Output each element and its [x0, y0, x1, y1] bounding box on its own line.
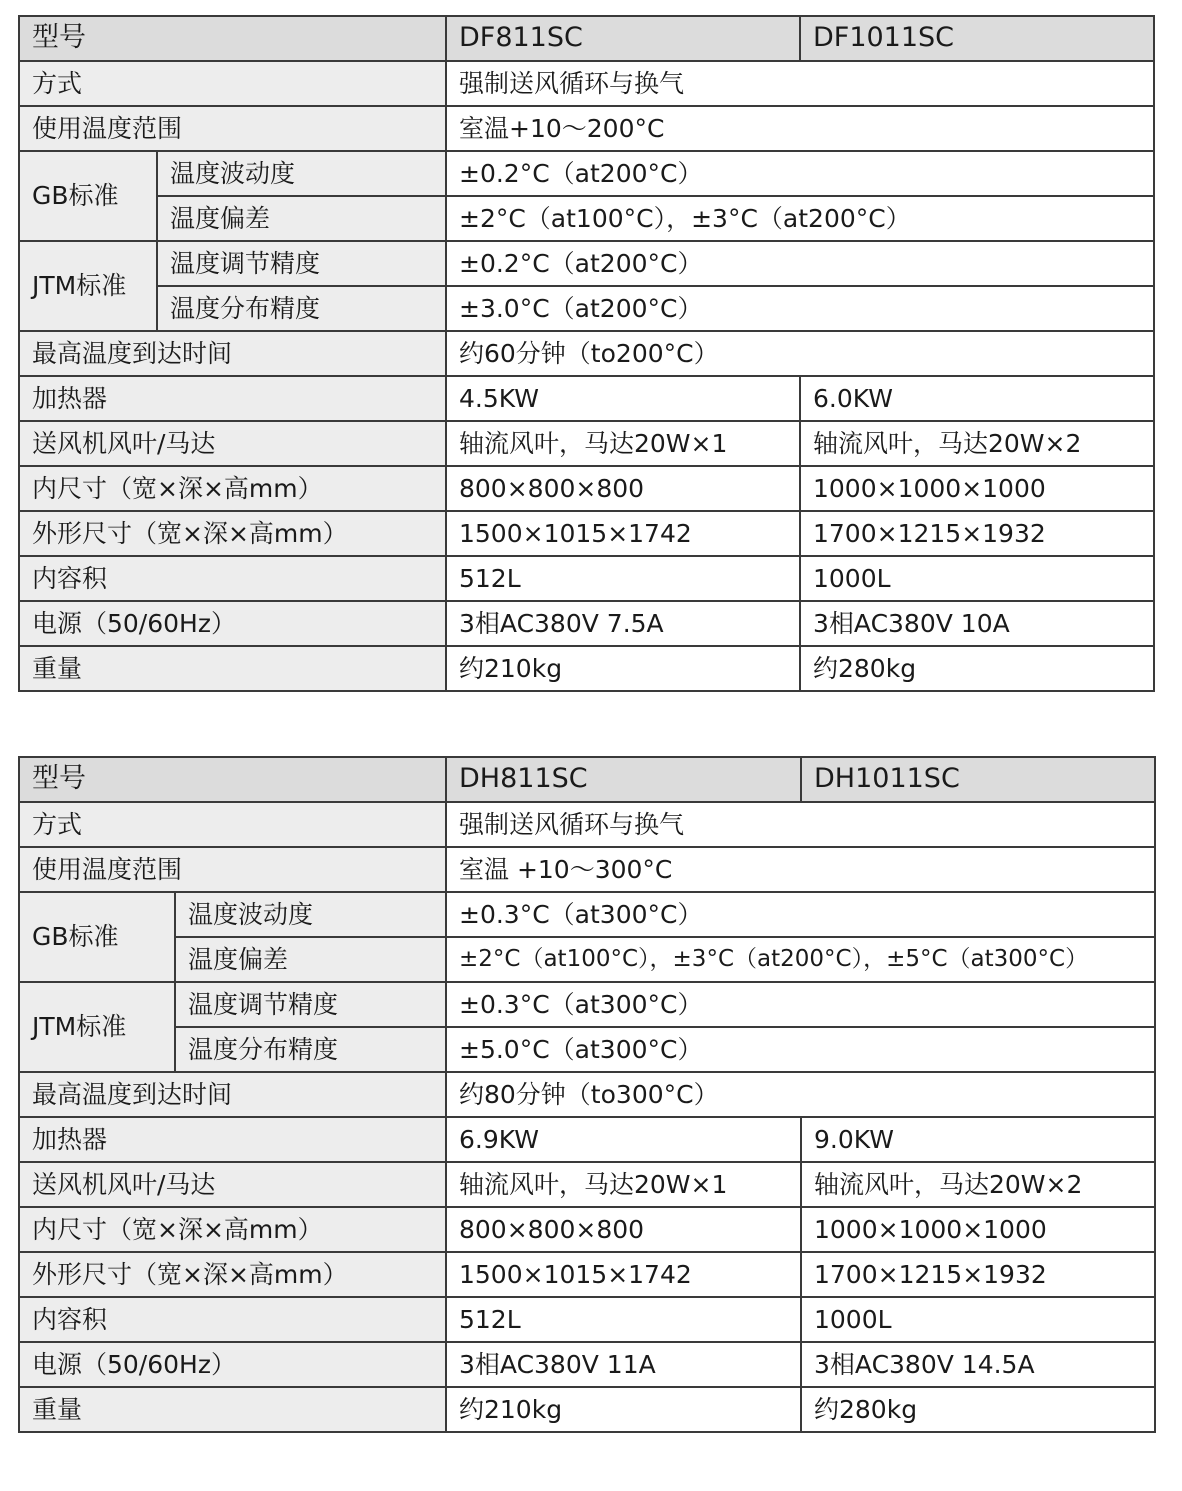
table-row	[19, 16, 1154, 61]
table-row	[19, 466, 1154, 511]
row-value: 4.5KW	[446, 376, 800, 421]
row-label: 内尺寸（宽×深×高mm）	[19, 466, 446, 511]
row-value: 约210kg	[446, 646, 800, 691]
table-row	[19, 646, 1154, 691]
table-row	[19, 1027, 1155, 1072]
row-value: 室温 +10～300°C	[446, 847, 1155, 892]
row-value: 6.9KW	[446, 1117, 801, 1162]
row-value: 1500×1015×1742	[446, 1252, 801, 1297]
table-row	[19, 937, 1155, 982]
row-value: ±3.0°C（at200°C）	[446, 286, 1154, 331]
row-label: 外形尺寸（宽×深×高mm）	[19, 1252, 446, 1297]
table-row	[19, 982, 1155, 1027]
row-value: 9.0KW	[801, 1117, 1155, 1162]
row-value: 3相AC380V 14.5A	[801, 1342, 1155, 1387]
model-name: DH1011SC	[801, 757, 1155, 802]
row-label: 送风机风叶/马达	[19, 1162, 446, 1207]
row-value: 1000×1000×1000	[800, 466, 1154, 511]
row-label: 最高温度到达时间	[19, 1072, 446, 1117]
row-value: ±0.3°C（at300°C）	[446, 892, 1155, 937]
model-name: DF1011SC	[800, 16, 1154, 61]
table-row	[19, 151, 1154, 196]
row-value: 1000×1000×1000	[801, 1207, 1155, 1252]
group-label: GB标准	[19, 892, 175, 982]
table-row	[19, 61, 1154, 106]
table-row	[19, 241, 1154, 286]
sub-label: 温度偏差	[175, 937, 446, 982]
row-value: 1500×1015×1742	[446, 511, 800, 556]
row-value: 强制送风循环与换气	[446, 802, 1155, 847]
spec-table-dh	[18, 756, 1156, 1433]
table-row	[19, 106, 1154, 151]
row-value: 6.0KW	[800, 376, 1154, 421]
row-label: 重量	[19, 646, 446, 691]
sub-label: 温度偏差	[157, 196, 446, 241]
row-label: 方式	[19, 61, 446, 106]
table-row	[19, 331, 1154, 376]
row-label: 电源（50/60Hz）	[19, 601, 446, 646]
table-row	[19, 421, 1154, 466]
sub-label: 温度波动度	[175, 892, 446, 937]
row-value: ±5.0°C（at300°C）	[446, 1027, 1155, 1072]
table-row	[19, 1117, 1155, 1162]
row-value: 约280kg	[801, 1387, 1155, 1432]
row-value: ±0.2°C（at200°C）	[446, 151, 1154, 196]
model-name: DF811SC	[446, 16, 800, 61]
row-value: 强制送风循环与换气	[446, 61, 1154, 106]
table-row	[19, 757, 1155, 802]
table-row	[19, 556, 1154, 601]
row-value: 1700×1215×1932	[800, 511, 1154, 556]
sub-label: 温度分布精度	[175, 1027, 446, 1072]
model-label: 型号	[19, 757, 446, 802]
table-row	[19, 1072, 1155, 1117]
table-row	[19, 1387, 1155, 1432]
sub-label: 温度分布精度	[157, 286, 446, 331]
row-value: 1000L	[801, 1297, 1155, 1342]
row-value: 约210kg	[446, 1387, 801, 1432]
table-row	[19, 601, 1154, 646]
row-value: 512L	[446, 1297, 801, 1342]
row-label: 电源（50/60Hz）	[19, 1342, 446, 1387]
table-row	[19, 802, 1155, 847]
row-label: 重量	[19, 1387, 446, 1432]
row-value: 512L	[446, 556, 800, 601]
row-value: ±2°C（at100°C），±3°C（at200°C）	[446, 196, 1154, 241]
table-row	[19, 1207, 1155, 1252]
row-value: 约60分钟（to200°C）	[446, 331, 1154, 376]
row-value: ±0.3°C（at300°C）	[446, 982, 1155, 1027]
model-name: DH811SC	[446, 757, 801, 802]
row-label: 内容积	[19, 1297, 446, 1342]
row-value: 室温+10～200°C	[446, 106, 1154, 151]
table-row	[19, 1297, 1155, 1342]
row-value: 1000L	[800, 556, 1154, 601]
row-value: 轴流风叶，马达20W×1	[446, 1162, 801, 1207]
table-row	[19, 1162, 1155, 1207]
group-label: JTM标准	[19, 241, 157, 331]
row-value: 3相AC380V 7.5A	[446, 601, 800, 646]
table-row	[19, 847, 1155, 892]
table-row	[19, 1342, 1155, 1387]
table-row	[19, 196, 1154, 241]
sub-label: 温度调节精度	[157, 241, 446, 286]
row-label: 加热器	[19, 376, 446, 421]
row-value: 1700×1215×1932	[801, 1252, 1155, 1297]
row-label: 使用温度范围	[19, 847, 446, 892]
row-value: 轴流风叶，马达20W×1	[446, 421, 800, 466]
table-row	[19, 376, 1154, 421]
row-value: 约280kg	[800, 646, 1154, 691]
row-value: 3相AC380V 11A	[446, 1342, 801, 1387]
row-value: 轴流风叶，马达20W×2	[800, 421, 1154, 466]
row-label: 加热器	[19, 1117, 446, 1162]
row-value: ±0.2°C（at200°C）	[446, 241, 1154, 286]
row-value: 轴流风叶，马达20W×2	[801, 1162, 1155, 1207]
spec-table-df	[18, 15, 1155, 692]
table-row	[19, 892, 1155, 937]
row-value: 3相AC380V 10A	[800, 601, 1154, 646]
table-row	[19, 286, 1154, 331]
group-label: GB标准	[19, 151, 157, 241]
row-label: 送风机风叶/马达	[19, 421, 446, 466]
sub-label: 温度波动度	[157, 151, 446, 196]
row-label: 内尺寸（宽×深×高mm）	[19, 1207, 446, 1252]
row-value: 约80分钟（to300°C）	[446, 1072, 1155, 1117]
row-value: 800×800×800	[446, 466, 800, 511]
model-label: 型号	[19, 16, 446, 61]
row-label: 外形尺寸（宽×深×高mm）	[19, 511, 446, 556]
table-row	[19, 511, 1154, 556]
group-label: JTM标准	[19, 982, 175, 1072]
row-value: ±2°C（at100°C），±3°C（at200°C），±5°C（at300°C）	[446, 937, 1155, 982]
row-label: 内容积	[19, 556, 446, 601]
row-value: 800×800×800	[446, 1207, 801, 1252]
row-label: 使用温度范围	[19, 106, 446, 151]
table-row	[19, 1252, 1155, 1297]
row-label: 最高温度到达时间	[19, 331, 446, 376]
row-label: 方式	[19, 802, 446, 847]
sub-label: 温度调节精度	[175, 982, 446, 1027]
